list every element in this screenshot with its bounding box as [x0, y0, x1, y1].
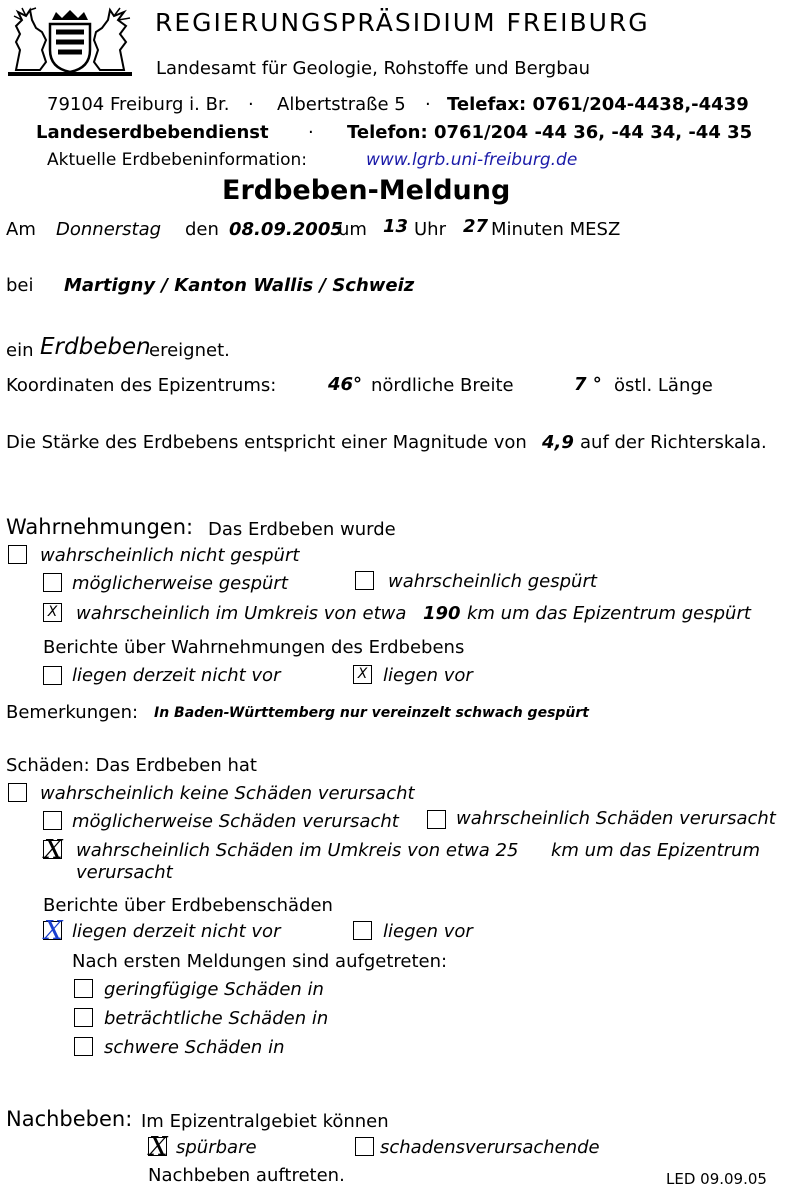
option-possibly-damage: möglicherweise Schäden verursacht	[72, 811, 399, 832]
weekday: Donnerstag	[56, 219, 162, 240]
option-damage-reports-none: liegen derzeit nicht vor	[72, 921, 281, 942]
fax-number: Telefax: 0761/204-4438,-4439	[447, 94, 749, 115]
remarks-text: In Baden-Württemberg nur vereinzelt schwach gespürt	[154, 705, 589, 721]
checkbox-damage-radius[interactable]: X	[44, 835, 63, 865]
latitude-label: nördliche Breite	[371, 375, 514, 396]
aftershocks-outro: Nachbeben auftreten.	[148, 1165, 345, 1186]
address-city: 79104 Freiburg i. Br.	[47, 94, 230, 115]
coat-of-arms-logo	[6, 6, 134, 78]
option-damage-radius-suffix: km um das Epizentrum	[551, 840, 761, 861]
separator: ·	[308, 122, 314, 143]
checkbox-severe-damage[interactable]	[74, 1037, 93, 1056]
aftershocks-heading: Nachbeben:	[6, 1107, 133, 1131]
minuten-label: Minuten MESZ	[491, 219, 621, 240]
ein-label: ein	[6, 340, 34, 361]
option-reports-yes: liegen vor	[383, 665, 473, 686]
checkbox-damaging-aftershocks[interactable]	[355, 1137, 374, 1156]
damage-heading: Schäden: Das Erdbeben hat	[6, 755, 257, 776]
info-link[interactable]: www.lgrb.uni-freiburg.de	[366, 150, 578, 170]
option-damage-radius: wahrscheinlich Schäden im Umkreis von etwa 25	[76, 840, 519, 861]
event-hour: 13	[383, 216, 409, 237]
option-possibly-felt: möglicherweise gespürt	[72, 573, 288, 594]
checkbox-considerable-damage[interactable]	[74, 1008, 93, 1027]
option-considerable-damage: beträchtliche Schäden in	[104, 1008, 329, 1029]
option-felt-radius: wahrscheinlich im Umkreis von etwa	[76, 603, 407, 624]
damage-reports-label: Berichte über Erdbebenschäden	[43, 895, 333, 916]
option-not-felt: wahrscheinlich nicht gespürt	[40, 545, 300, 566]
longitude: 7 °	[574, 374, 602, 395]
page-title: Erdbeben-Meldung	[222, 175, 511, 206]
event-minute: 27	[463, 216, 489, 237]
checkbox-probably-damage[interactable]	[427, 810, 446, 829]
checkbox-reports-yes[interactable]: X	[353, 665, 372, 684]
perceptions-intro: Das Erdbeben wurde	[208, 519, 396, 540]
service-name: Landeserdbebendienst	[36, 122, 269, 143]
first-reports-label: Nach ersten Meldungen sind aufgetreten:	[72, 951, 448, 972]
uhr-label: Uhr	[414, 219, 446, 240]
am-label: Am	[6, 219, 36, 240]
option-no-damage: wahrscheinlich keine Schäden verursacht	[40, 783, 415, 804]
perception-reports-label: Berichte über Wahrnehmungen des Erdbebens	[43, 637, 465, 658]
option-damaging-aftershocks: schadensverursachende	[380, 1137, 600, 1158]
separator: ·	[425, 94, 431, 115]
event-date: 08.09.2005	[229, 219, 343, 240]
option-felt-radius-suffix: km um das Epizentrum gespürt	[467, 603, 751, 624]
aftershocks-intro: Im Epizentralgebiet können	[141, 1111, 389, 1132]
checkbox-damage-reports-none[interactable]: X	[44, 916, 63, 946]
checkbox-no-damage[interactable]	[8, 783, 27, 802]
phone-number: Telefon: 0761/204 -44 36, -44 34, -44 35	[347, 122, 753, 143]
option-reports-none: liegen derzeit nicht vor	[72, 665, 281, 686]
remarks-label: Bemerkungen:	[6, 702, 139, 723]
checkbox-noticeable-aftershocks[interactable]: X	[149, 1132, 168, 1162]
authority-name: REGIERUNGSPRÄSIDIUM FREIBURG	[155, 8, 650, 37]
checkbox-not-felt[interactable]	[8, 545, 27, 564]
um-label: um	[338, 219, 367, 240]
option-noticeable-aftershocks: spürbare	[176, 1137, 257, 1158]
magnitude-suffix: auf der Richterskala.	[580, 432, 767, 453]
ereignet-label: ereignet.	[149, 340, 230, 361]
checkbox-possibly-damage[interactable]	[43, 811, 62, 830]
option-damage-reports-yes: liegen vor	[383, 921, 473, 942]
magnitude-text: Die Stärke des Erdbebens entspricht einer Magnitude von	[6, 432, 527, 453]
event-location: Martigny / Kanton Wallis / Schweiz	[64, 275, 415, 296]
option-damage-radius-cont: verursacht	[76, 862, 173, 883]
latitude: 46°	[328, 374, 363, 395]
option-probably-felt: wahrscheinlich gespürt	[388, 571, 597, 592]
magnitude-value: 4,9	[542, 432, 574, 453]
footer-code: LED 09.09.05	[666, 1170, 767, 1188]
checkbox-reports-none[interactable]	[43, 666, 62, 685]
office-name: Landesamt für Geologie, Rohstoffe und Bergbau	[156, 58, 591, 79]
event-type: Erdbeben	[40, 334, 151, 360]
checkbox-probably-felt[interactable]	[355, 571, 374, 590]
checkbox-possibly-felt[interactable]	[43, 573, 62, 592]
longitude-label: östl. Länge	[614, 375, 713, 396]
option-probably-damage: wahrscheinlich Schäden verursacht	[456, 808, 776, 829]
separator: ·	[248, 94, 254, 115]
address-street: Albertstraße 5	[277, 94, 406, 115]
checkbox-minor-damage[interactable]	[74, 979, 93, 998]
den-label: den	[185, 219, 219, 240]
info-label: Aktuelle Erdbebeninformation:	[47, 150, 308, 170]
perceptions-heading: Wahrnehmungen:	[6, 515, 194, 539]
coordinates-label: Koordinaten des Epizentrums:	[6, 375, 277, 396]
option-severe-damage: schwere Schäden in	[104, 1037, 285, 1058]
option-minor-damage: geringfügige Schäden in	[104, 979, 324, 1000]
felt-radius-value: 190	[423, 603, 461, 624]
checkbox-felt-radius[interactable]: X	[43, 603, 62, 622]
bei-label: bei	[6, 275, 34, 296]
checkbox-damage-reports-yes[interactable]	[353, 921, 372, 940]
